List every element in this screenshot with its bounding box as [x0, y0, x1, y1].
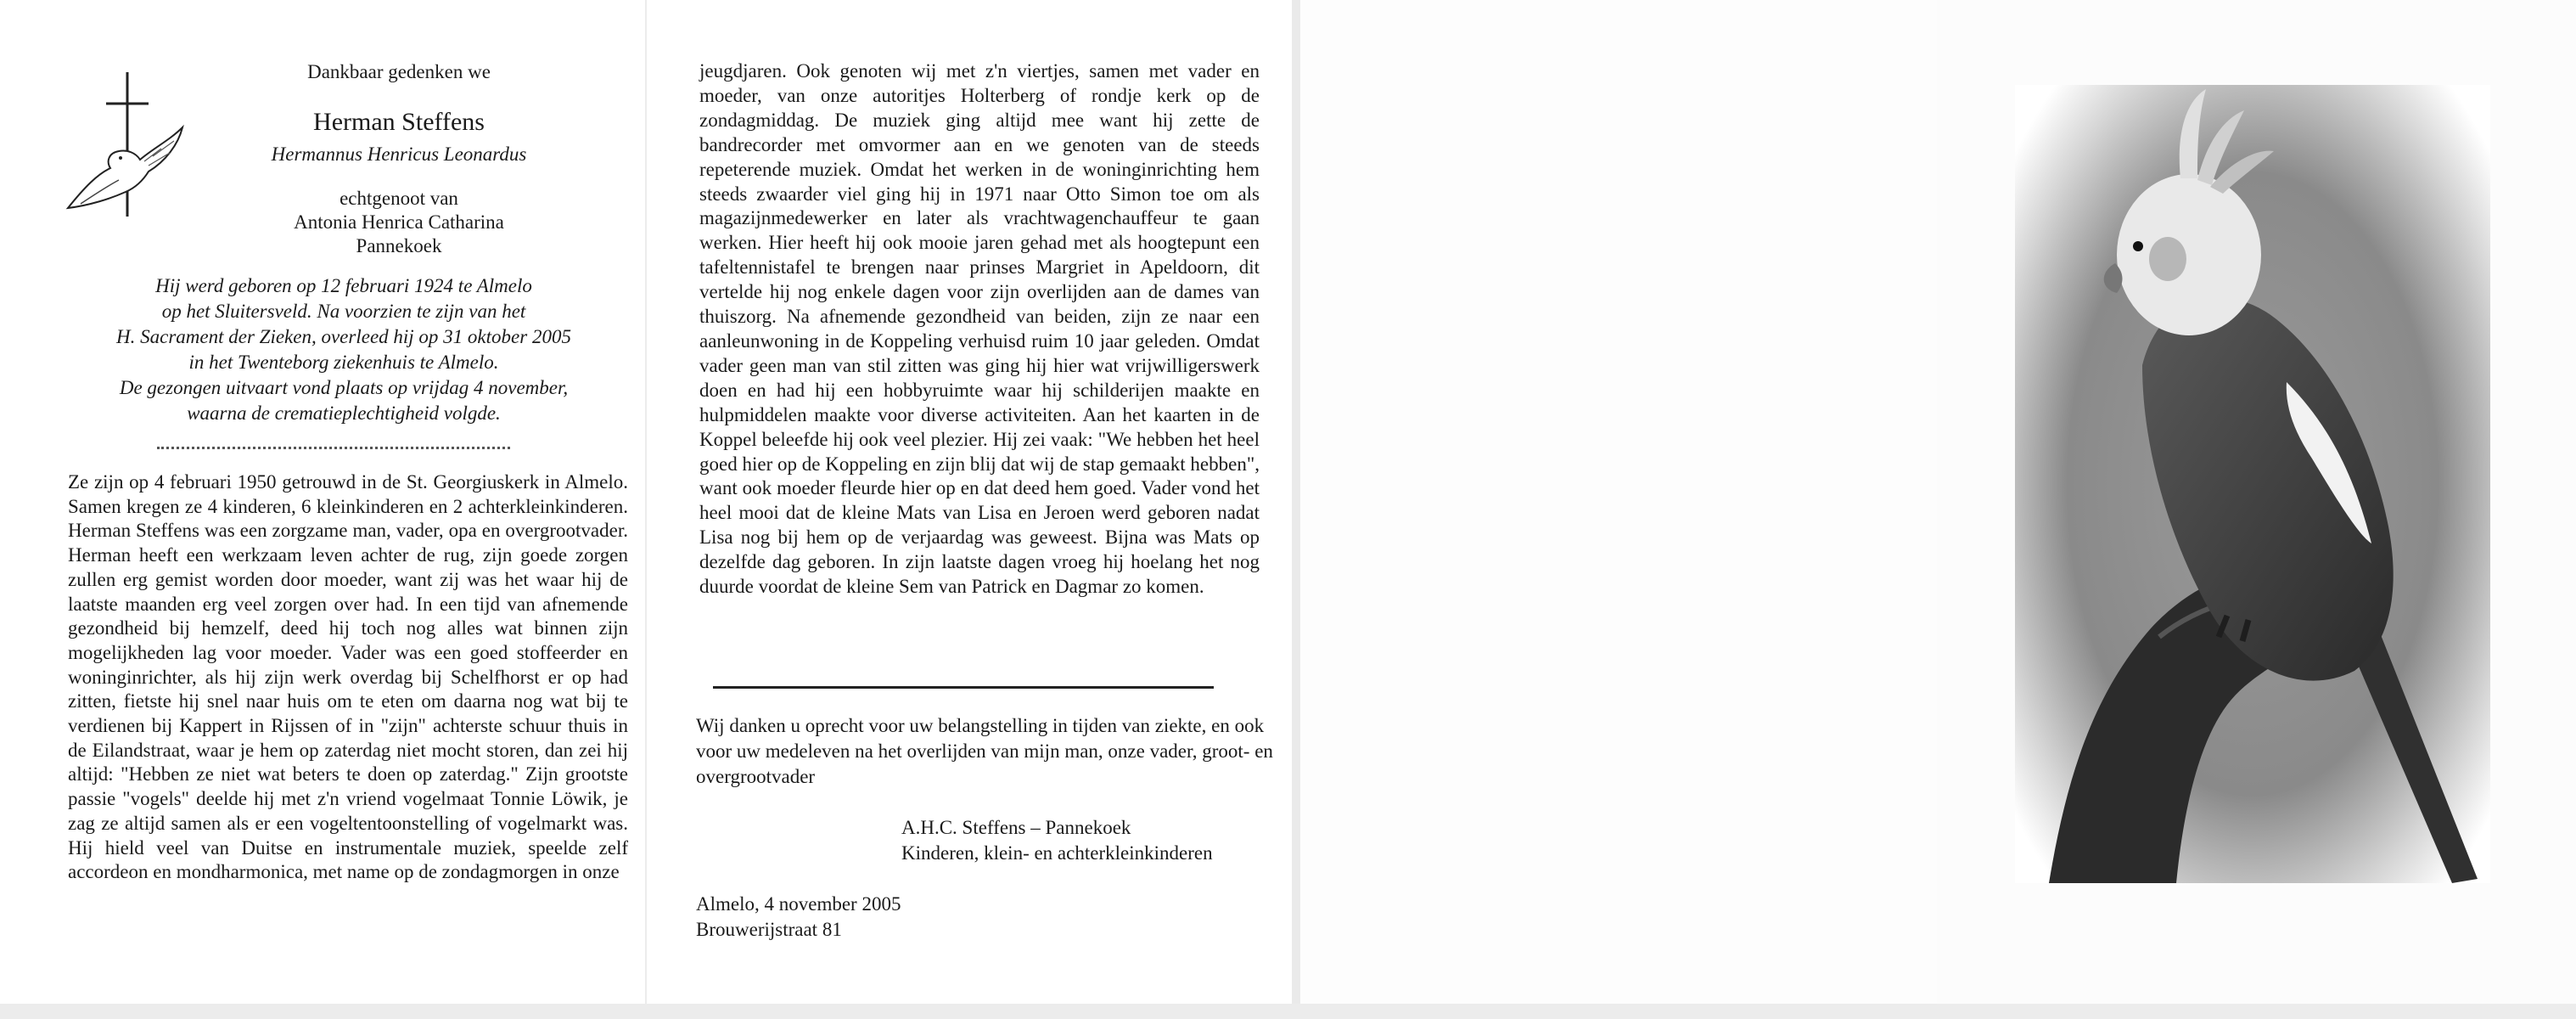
- birth-line: in het Twenteborg ziekenhuis te Almelo.: [188, 352, 499, 373]
- signature-block: [901, 815, 1258, 866]
- deceased-name: Herman Steffens: [313, 108, 485, 136]
- intro-text: Dankbaar gedenken we: [307, 61, 491, 82]
- signature-line: Kinderen, klein- en achterkleinkinderen: [901, 842, 1213, 864]
- birth-line: op het Sluitersveld. Na voorzien te zijn van het: [161, 301, 526, 322]
- solid-divider: [713, 686, 1214, 689]
- spouse-label: echtgenoot van: [340, 188, 458, 209]
- header-block: [221, 59, 577, 258]
- cockatiel-photo: [2015, 85, 2490, 883]
- birth-death-text: [76, 273, 611, 426]
- address: Brouwerijstraat 81: [696, 919, 842, 940]
- cockatiel-image: [2015, 85, 2490, 883]
- scan-bottom-edge: [0, 1004, 2576, 1019]
- place-date-block: [696, 892, 1052, 943]
- fold-shadow: [645, 0, 647, 1019]
- spouse-surname: Pannekoek: [356, 235, 442, 256]
- dotted-divider: [157, 447, 510, 449]
- thanks-text: Wij danken u oprecht voor uw belangstelling in tijden van ziekte, en ook voor uw medeleven na het overlijden van mijn man, onze vader, groot- en overgrootvader: [696, 715, 1273, 787]
- place-date: Almelo, 4 november 2005: [696, 893, 901, 915]
- card-panel-middle: [654, 0, 1300, 1019]
- card-panel-left: [0, 0, 645, 1019]
- signature-line: A.H.C. Steffens – Pannekoek: [901, 817, 1131, 838]
- card-panel-blank: [1300, 0, 1937, 1019]
- card-gap: [1292, 0, 1300, 1019]
- cross-dove-icon: [59, 68, 195, 221]
- birth-line: De gezongen uitvaart vond plaats op vrijdag 4 november,: [119, 377, 569, 398]
- spouse-name: Antonia Henrica Catharina: [294, 211, 504, 233]
- biography-part-1: Ze zijn op 4 februari 1950 getrouwd in de St. Georgiuskerk in Almelo. Samen kregen ze 4 kinderen, 6 kleinkinderen en 2 achterkleinkinderen. Herman Steffens was een zorgzame man, vader, opa en overgrootvader. Herman heeft een werkzaam leven achter de rug, zijn goede zorgen zullen erg gemist worden door moeder, want zij was het waar hij de laatste maanden erg veel zorgen over had. In een tijd van afnemende gezondheid bij hemzelf, deed hij toch nog alles wat binnen zijn mogelijkheden lag voor moeder. Vader was een goed stoffeerder en woninginrichter, als hij zijn werk overdag bij Schelfhorst er op had zitten, fietste hij snel naar huis om te eten om daarna nog wat bij te verdienen bij Kappert in Rijssen of in "zijn" achterste schuur thuis in de Eilandstraat, waar je hem op zaterdag niet mocht storen, dan zei hij altijd: "Hebben ze niet wat beters te doen op zaterdag." Zijn grootste passie "vogels" deelde hij met z'n vriend vogelmaat Tonnie Löwik, je zag ze altijd samen als er een vogeltentoonstelling of vogelmarkt was. Hij hield veel van Duitse en instrumentale muziek, speelde zelf accordeon en mondharmonica, met name op de zondagmorgen in onze: [68, 471, 628, 883]
- biography-part-2: jeugdjaren. Ook genoten wij met z'n viertjes, samen met vader en moeder, van onze autoritjes Holterberg of rondje kerk op de zondagmiddag. De muziek ging altijd mee want hij zette de bandrecorder met omvormer aan en we genoten van de steeds repeterende muziek. Omdat het werken in de woninginrichting hem steeds zwaarder viel ging hij in 1971 naar Otto Simon toe om als magazijnmedewerker en later als vrachtwagenchauffeur te gaan werken. Hier heeft hij ook mooie jaren gehad met als hoogtepunt een tafeltennistafel te brengen naar prinses Margriet in Apeldoorn, dit vertelde hij nog enkele dagen voor zijn overlijden aan de dames van thuiszorg. Na afnemende gezondheid van beiden, zijn ze naar een aanleunwoning in de Koppeling verhuisd ruim 10 jaar geleden. Omdat vader geen man van stil zitten was ging hij hier wat vrijwilligerswerk doen en had hij een hobbyruimte waar hij schilderijen maakte en hulpmiddelen maakte voor diverse activiteiten. Aan het kaarten in de Koppel beleefde hij ook veel plezier. Hij zei vaak: "We hebben het heel goed hier op de Koppeling en zijn blij dat wij de stap gemaakt hebben", want ook moeder fleurde hier op en dat deed hem goed. Vader vond het heel mooi dat de kleine Mats van Lisa en Jeroen werd geboren nadat Lisa nog bij hem op de verjaardag was geweest. Bijna was Mats op dezelfde dag geboren. In zijn laatste dagen vroeg hij hoelang het nog duurde voordat de kleine Sem van Patrick en Dagmar zo komen.: [699, 60, 1260, 598]
- card-panel-photo: [1937, 0, 2576, 1019]
- birth-line: Hij werd geboren op 12 februari 1924 te Almelo: [155, 275, 532, 296]
- birth-line: waarna de crematieplechtigheid volgde.: [187, 403, 501, 424]
- birth-line: H. Sacrament der Zieken, overleed hij op 31 oktober 2005: [116, 326, 571, 347]
- given-names: Hermannus Henricus Leonardus: [271, 144, 527, 165]
